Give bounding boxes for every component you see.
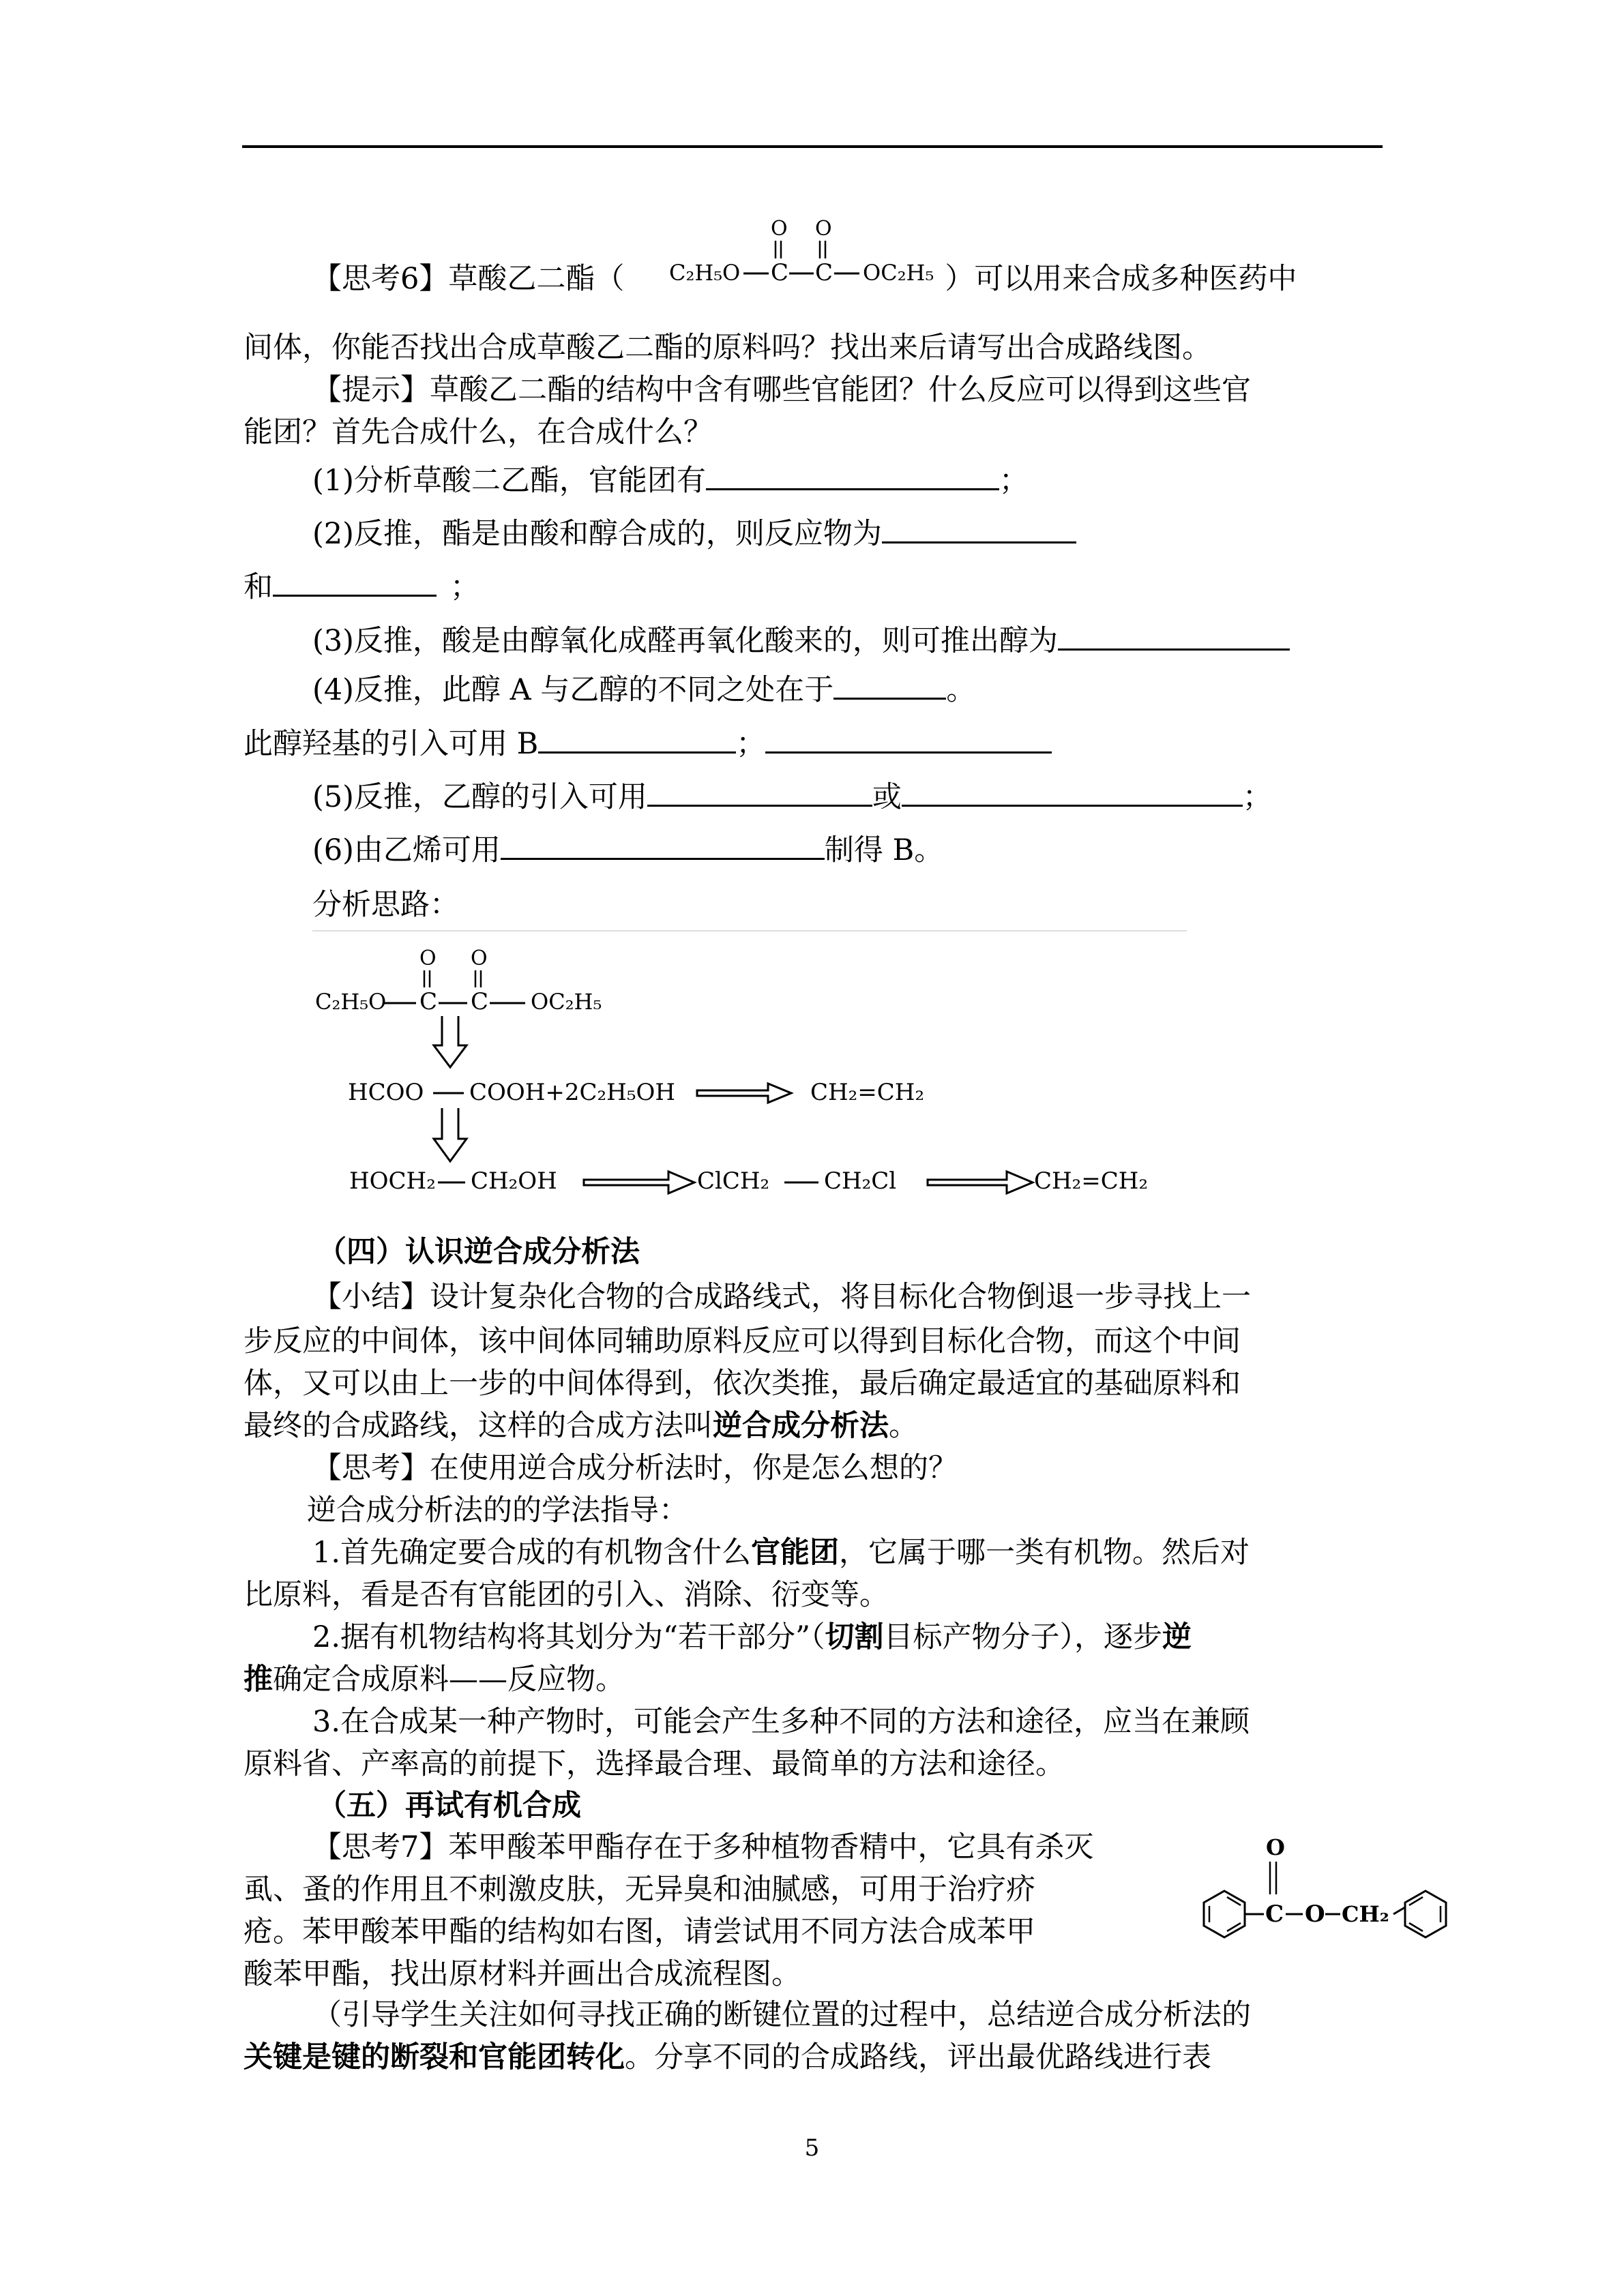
guide-2-keyword-2: 逆	[1162, 1620, 1192, 1654]
summary-text-4a: 最终的合成路线，这样的合成方法叫	[243, 1409, 713, 1443]
diagram-row3-mid: CH₂OH	[471, 1167, 557, 1195]
benzyl-ch2: CH₂	[1342, 1901, 1389, 1927]
summary-keyword: 逆合成分析法	[713, 1409, 889, 1443]
diagram-row2-product: CH₂=CH₂	[810, 1079, 925, 1106]
step-4-end: 。	[946, 673, 976, 707]
step-2b-end: ；	[450, 570, 479, 604]
step-1-text: (1)分析草酸二乙酯，官能团有	[312, 464, 706, 498]
step-5-or: 或	[872, 780, 902, 814]
think-label: 【思考】	[312, 1451, 430, 1485]
hint-line1	[312, 369, 1251, 411]
guide-2-keyword: 切割	[825, 1620, 884, 1654]
diagram-row1-carbon-1: C	[419, 988, 438, 1015]
guide-1-c: ，它属于哪一类有机物。然后对	[839, 1536, 1250, 1570]
formula-right: OC₂H₅	[863, 260, 934, 286]
analysis-label: 分析思路：	[312, 888, 459, 922]
guide-2-a: 2.据有机物结构将其划分为“若干部分”（	[312, 1620, 825, 1654]
hint-label: 【提示】	[312, 373, 430, 407]
summary-line3: 体，又可以由上一步的中间体得到，依次类推，最后确定最适宜的基础原料和	[243, 1367, 1241, 1401]
hint-line2: 能团？首先合成什么，在合成什么？	[243, 415, 713, 449]
step-1	[312, 460, 1029, 502]
step-5-blank-2[interactable]	[902, 777, 1243, 807]
step-6-blank[interactable]	[501, 831, 825, 860]
think6-text-a: 草酸乙二酯（	[448, 262, 625, 296]
guide-paragraph-line1: （引导学生关注如何寻找正确的断键位置的过程中，总结逆合成分析法的	[312, 1998, 1251, 2032]
diagram-row1-right: OC₂H₅	[531, 989, 602, 1015]
guide-paragraph-line2	[243, 2036, 1211, 2078]
benzyl-carbon: C	[1265, 1900, 1284, 1928]
think-text: 在使用逆合成分析法时，你是怎么想的？	[430, 1451, 958, 1485]
guide-keyword: 关键是键的断裂和官能团转化	[243, 2040, 625, 2074]
think6-line2: 间体，你能否找出合成草酸乙二酯的原料吗？找出来后请写出合成路线图。	[243, 331, 1211, 365]
formula-oxygen-2: O	[815, 217, 832, 241]
guide-2-c: 目标产物分子），逐步	[883, 1620, 1162, 1654]
diagram-row1-oxygen-1: O	[419, 946, 437, 970]
think7-text-1: 苯甲酸苯甲酯存在于多种植物香精中，它具有杀灭	[448, 1830, 1094, 1864]
summary-label: 【小结】	[312, 1280, 430, 1314]
header-rule	[242, 145, 1383, 148]
think-line	[312, 1447, 958, 1489]
analysis-divider	[312, 930, 1187, 931]
guide-2-line2	[243, 1658, 625, 1701]
think7-line2: 虱、蚤的作用且不刺激皮肤，无异臭和油腻感，可用于治疗疥	[243, 1873, 1035, 1907]
diagram-row3-left: HOCH₂	[349, 1167, 436, 1195]
guide-2-line2-text: 确定合成原料——反应物。	[273, 1663, 625, 1697]
step-6-end: 制得 B。	[824, 833, 944, 867]
step-4b	[243, 723, 1052, 765]
summary-text-1: 设计复杂化合物的合成路线式，将目标化合物倒退一步寻找上一	[430, 1280, 1251, 1314]
step-1-blank[interactable]	[706, 461, 999, 490]
guide-1	[312, 1532, 1250, 1574]
diagram-row3-middle2: CH₂Cl	[824, 1167, 897, 1195]
think6-text-b: ）可以用来合成多种医药中	[945, 262, 1297, 296]
guide-3-line2: 原料省、产率高的前提下，选择最合理、最简单的方法和途径。	[243, 1747, 1065, 1781]
formula-oxygen-1: O	[771, 217, 788, 241]
step-2b-text: 和	[243, 570, 273, 604]
step-2	[312, 513, 1076, 555]
benzyl-ester-oxygen: O	[1305, 1900, 1325, 1928]
step-5-text: (5)反推，乙醇的引入可用	[312, 780, 647, 814]
formula-left: C₂H₅O	[669, 260, 741, 286]
diagram-row2-mid: COOH+2C₂H₅OH	[469, 1079, 675, 1106]
step-3	[312, 620, 1290, 662]
diagram-row1-carbon-2: C	[471, 988, 489, 1015]
retrosynthesis-diagram	[307, 944, 1194, 1217]
step-4b-blank-2[interactable]	[765, 724, 1052, 754]
hint-text-1: 草酸乙二酯的结构中含有哪些官能团？什么反应可以得到这些官	[430, 373, 1251, 407]
think7-line1	[312, 1826, 1093, 1868]
benzyl-benzoate-structure	[1177, 1828, 1477, 1950]
guide-1-keyword: 官能团	[751, 1536, 840, 1570]
step-4b-text: 此醇羟基的引入可用 B	[243, 727, 539, 761]
step-6-text: (6)由乙烯可用	[312, 833, 501, 867]
diagram-row3-middle: ClCH₂	[697, 1167, 770, 1195]
guide-paragraph-text: 。分享不同的合成路线，评出最优路线进行表	[625, 2040, 1211, 2074]
summary-line1	[312, 1276, 1251, 1318]
step-2-blank-2[interactable]	[273, 567, 437, 597]
diagram-row2-left: HCOO	[348, 1079, 424, 1106]
benzyl-carbonyl-oxygen: O	[1266, 1834, 1285, 1860]
guide-title: 逆合成分析法的的学法指导：	[307, 1493, 688, 1527]
summary-line2: 步反应的中间体，该中间体同辅助原料反应可以得到目标化合物，而这个中间	[243, 1324, 1241, 1358]
section4-heading: （四）认识逆合成分析法	[317, 1235, 640, 1269]
think7-label: 【思考7】	[312, 1830, 449, 1864]
diagram-row1-left: C₂H₅O	[315, 989, 387, 1015]
step-4b-sep: ；	[736, 727, 766, 761]
think7-line3: 疮。苯甲酸苯甲酯的结构如右图，请尝试用不同方法合成苯甲	[243, 1915, 1035, 1949]
step-5	[312, 776, 1272, 818]
formula-carbon-2: C	[815, 259, 833, 286]
oxalate-formula-inline	[665, 215, 986, 297]
guide-2-keyword-3: 推	[243, 1663, 273, 1697]
step-4b-blank-1[interactable]	[538, 724, 736, 754]
step-4	[312, 669, 975, 711]
step-1-end: ；	[999, 464, 1029, 498]
guide-3: 3.在合成某一种产物时，可能会产生多种不同的方法和途径，应当在兼顾	[312, 1705, 1250, 1739]
step-2-text: (2)反推，酯是由酸和醇合成的，则反应物为	[312, 517, 882, 551]
step-3-text: (3)反推，酸是由醇氧化成醛再氧化酸来的，则可推出醇为	[312, 624, 1058, 658]
step-2b	[243, 566, 479, 608]
section5-heading: （五）再试有机合成	[317, 1789, 581, 1823]
step-5-blank-1[interactable]	[647, 777, 872, 807]
diagram-row1-oxygen-2: O	[471, 946, 488, 970]
guide-1-line2: 比原料，看是否有官能团的引入、消除、衍变等。	[243, 1578, 889, 1612]
diagram-row3-product: CH₂=CH₂	[1034, 1167, 1149, 1195]
think6-label: 【思考6】	[312, 262, 449, 296]
summary-text-4c: 。	[889, 1409, 918, 1443]
step-2-blank-1[interactable]	[882, 514, 1076, 543]
formula-carbon-1: C	[771, 259, 789, 286]
guide-2	[312, 1616, 1192, 1658]
step-4-blank[interactable]	[833, 670, 946, 700]
summary-line4	[243, 1405, 918, 1447]
guide-1-a: 1.首先确定要合成的有机物含什么	[312, 1536, 752, 1570]
think7-line4: 酸苯甲酯，找出原材料并画出合成流程图。	[243, 1957, 801, 1991]
step-4-text: (4)反推，此醇 A 与乙醇的不同之处在于	[312, 673, 834, 707]
step-6	[312, 829, 943, 871]
step-3-blank[interactable]	[1058, 621, 1290, 651]
page-number: 5	[804, 2134, 820, 2162]
step-5-end: ；	[1242, 780, 1272, 814]
